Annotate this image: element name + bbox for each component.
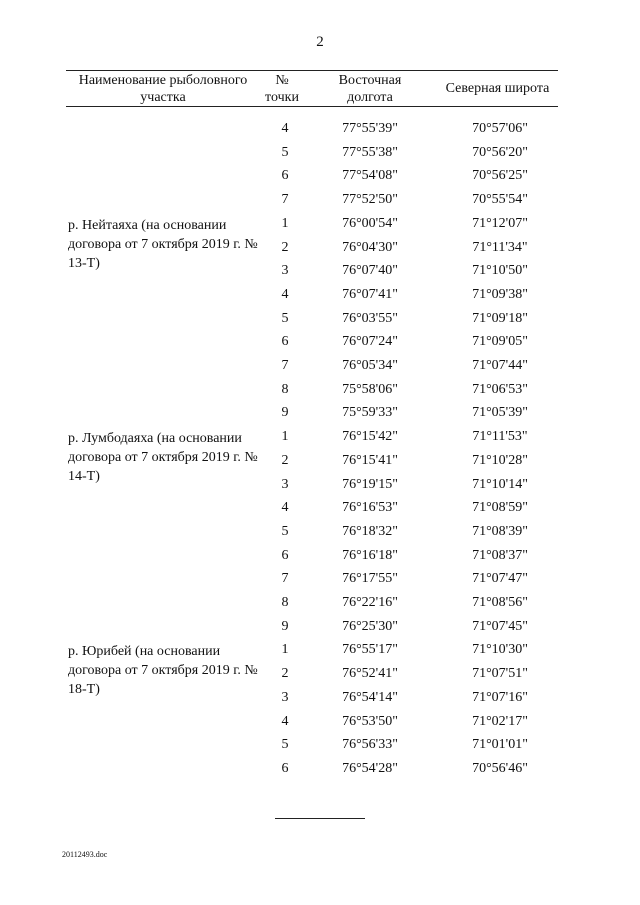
table-row <box>0 737 640 757</box>
cell-num: 6 <box>281 547 289 563</box>
table-row <box>0 311 640 331</box>
cell-num: 3 <box>281 476 289 492</box>
cell-north: 71°08'59" <box>472 500 528 516</box>
cell-east: 76°04'30" <box>342 239 398 255</box>
cell-east: 77°54'08" <box>342 168 398 184</box>
header-num: № точки <box>265 73 299 105</box>
table-row <box>0 642 640 662</box>
cell-east: 75°59'33" <box>342 405 398 421</box>
cell-num: 4 <box>281 286 289 302</box>
table-row <box>0 690 640 710</box>
table-row <box>0 358 640 378</box>
cell-num: 7 <box>281 358 289 373</box>
fishing-area-name: р. Нейтаяха (на основании договора от 7 октября 2019 г. № 13-Т) <box>68 217 258 271</box>
cell-num: 1 <box>281 215 289 231</box>
cell-num: 4 <box>281 500 289 516</box>
table-row <box>0 240 640 260</box>
cell-east: 76°07'40" <box>342 263 398 279</box>
cell-east: 76°18'32" <box>342 523 398 539</box>
table-row <box>0 571 640 591</box>
cell-north: 71°08'39" <box>472 523 528 539</box>
cell-north: 70°55'54" <box>472 192 528 208</box>
table-row <box>0 263 640 283</box>
table-row <box>0 192 640 212</box>
cell-east: 76°55'17" <box>342 642 398 658</box>
cell-north: 71°08'37" <box>472 547 528 563</box>
fishing-area-name: р. Юрибей (на основании договора от 7 октября 2019 г. № 18-Т) <box>68 644 258 698</box>
cell-north: 71°11'34" <box>472 239 528 255</box>
cell-num: 7 <box>281 192 289 208</box>
cell-north: 71°07'16" <box>472 689 528 705</box>
cell-num: 6 <box>281 760 289 776</box>
cell-num: 3 <box>281 689 289 705</box>
cell-north: 71°01'01" <box>472 737 528 753</box>
cell-east: 76°54'28" <box>342 760 398 776</box>
cell-east: 76°25'30" <box>342 618 398 634</box>
cell-num: 9 <box>281 405 289 421</box>
table-row <box>0 334 640 354</box>
cell-north: 71°07'47" <box>472 571 528 587</box>
cell-north: 71°10'14" <box>472 476 528 492</box>
cell-east: 76°16'18" <box>342 547 398 563</box>
table-top-rule <box>66 70 558 71</box>
table-row <box>0 524 640 544</box>
cell-north: 71°10'30" <box>472 642 528 658</box>
cell-north: 71°09'05" <box>472 334 528 350</box>
header-east: Восточная долгота <box>338 73 402 105</box>
cell-num: 2 <box>281 239 289 255</box>
cell-num: 2 <box>281 666 289 682</box>
cell-north: 71°06'53" <box>472 381 528 397</box>
table-row <box>0 429 640 449</box>
cell-east: 76°53'50" <box>342 713 398 729</box>
cell-east: 76°05'34" <box>342 358 398 373</box>
cell-north: 70°57'06" <box>472 121 528 136</box>
table-header-rule <box>66 106 558 107</box>
cell-north: 71°11'53" <box>472 429 528 445</box>
cell-east: 77°52'50" <box>342 192 398 208</box>
cell-east: 76°07'41" <box>342 286 398 302</box>
cell-num: 1 <box>281 642 289 658</box>
cell-east: 75°58'06" <box>342 381 398 397</box>
cell-north: 71°09'18" <box>472 310 528 326</box>
cell-num: 6 <box>281 334 289 350</box>
cell-num: 5 <box>281 737 289 753</box>
table-row <box>0 500 640 520</box>
table-row <box>0 595 640 615</box>
cell-east: 76°03'55" <box>342 310 398 326</box>
cell-num: 1 <box>281 429 289 445</box>
cell-num: 5 <box>281 523 289 539</box>
cell-east: 76°15'41" <box>342 452 398 468</box>
cell-east: 76°16'53" <box>342 500 398 516</box>
cell-east: 76°19'15" <box>342 476 398 492</box>
table-row <box>0 619 640 639</box>
cell-num: 6 <box>281 168 289 184</box>
cell-east: 77°55'38" <box>342 144 398 160</box>
cell-north: 70°56'25" <box>472 168 528 184</box>
cell-east: 76°22'16" <box>342 595 398 610</box>
table-row <box>0 121 640 141</box>
table-row <box>0 145 640 165</box>
cell-num: 7 <box>281 571 289 587</box>
cell-north: 71°08'56" <box>472 595 528 610</box>
cell-north: 71°07'45" <box>472 618 528 634</box>
cell-num: 5 <box>281 310 289 326</box>
cell-east: 77°55'39" <box>342 121 398 136</box>
table-row <box>0 453 640 473</box>
table-row <box>0 714 640 734</box>
table-row <box>0 287 640 307</box>
cell-north: 71°12'07" <box>472 215 528 231</box>
cell-north: 71°05'39" <box>472 405 528 421</box>
table-row <box>0 216 640 236</box>
cell-east: 76°54'14" <box>342 689 398 705</box>
doc-filename: 20112493.doc <box>62 850 108 859</box>
header-north: Северная широта <box>445 81 550 96</box>
cell-north: 71°02'17" <box>472 713 528 729</box>
cell-east: 76°15'42" <box>342 429 398 445</box>
cell-north: 71°07'51" <box>472 666 528 682</box>
cell-num: 5 <box>281 144 289 160</box>
fishing-area-name: р. Лумбодаяха (на основании договора от 7 октября 2019 г. № 14-Т) <box>68 431 258 485</box>
cell-north: 71°07'44" <box>472 358 528 373</box>
table-row <box>0 477 640 497</box>
cell-num: 9 <box>281 618 289 634</box>
cell-num: 8 <box>281 595 289 610</box>
cell-num: 4 <box>281 121 289 136</box>
cell-north: 71°10'50" <box>472 263 528 279</box>
cell-east: 76°52'41" <box>342 666 398 682</box>
cell-num: 3 <box>281 263 289 279</box>
cell-north: 71°09'38" <box>472 286 528 302</box>
cell-north: 70°56'46" <box>472 760 528 776</box>
cell-east: 76°17'55" <box>342 571 398 587</box>
cell-num: 2 <box>281 452 289 468</box>
footnote-rule <box>275 818 365 819</box>
table-row <box>0 666 640 686</box>
cell-num: 4 <box>281 713 289 729</box>
cell-east: 76°00'54" <box>342 215 398 231</box>
page-number: 2 <box>316 34 324 50</box>
cell-num: 8 <box>281 381 289 397</box>
cell-north: 71°10'28" <box>472 452 528 468</box>
cell-north: 70°56'20" <box>472 144 528 160</box>
cell-east: 76°07'24" <box>342 334 398 350</box>
table-row <box>0 382 640 402</box>
table-row <box>0 761 640 781</box>
header-name: Наименование рыболовного участка <box>78 73 248 105</box>
table-row <box>0 168 640 188</box>
cell-east: 76°56'33" <box>342 737 398 753</box>
table-row <box>0 548 640 568</box>
table-row <box>0 405 640 425</box>
